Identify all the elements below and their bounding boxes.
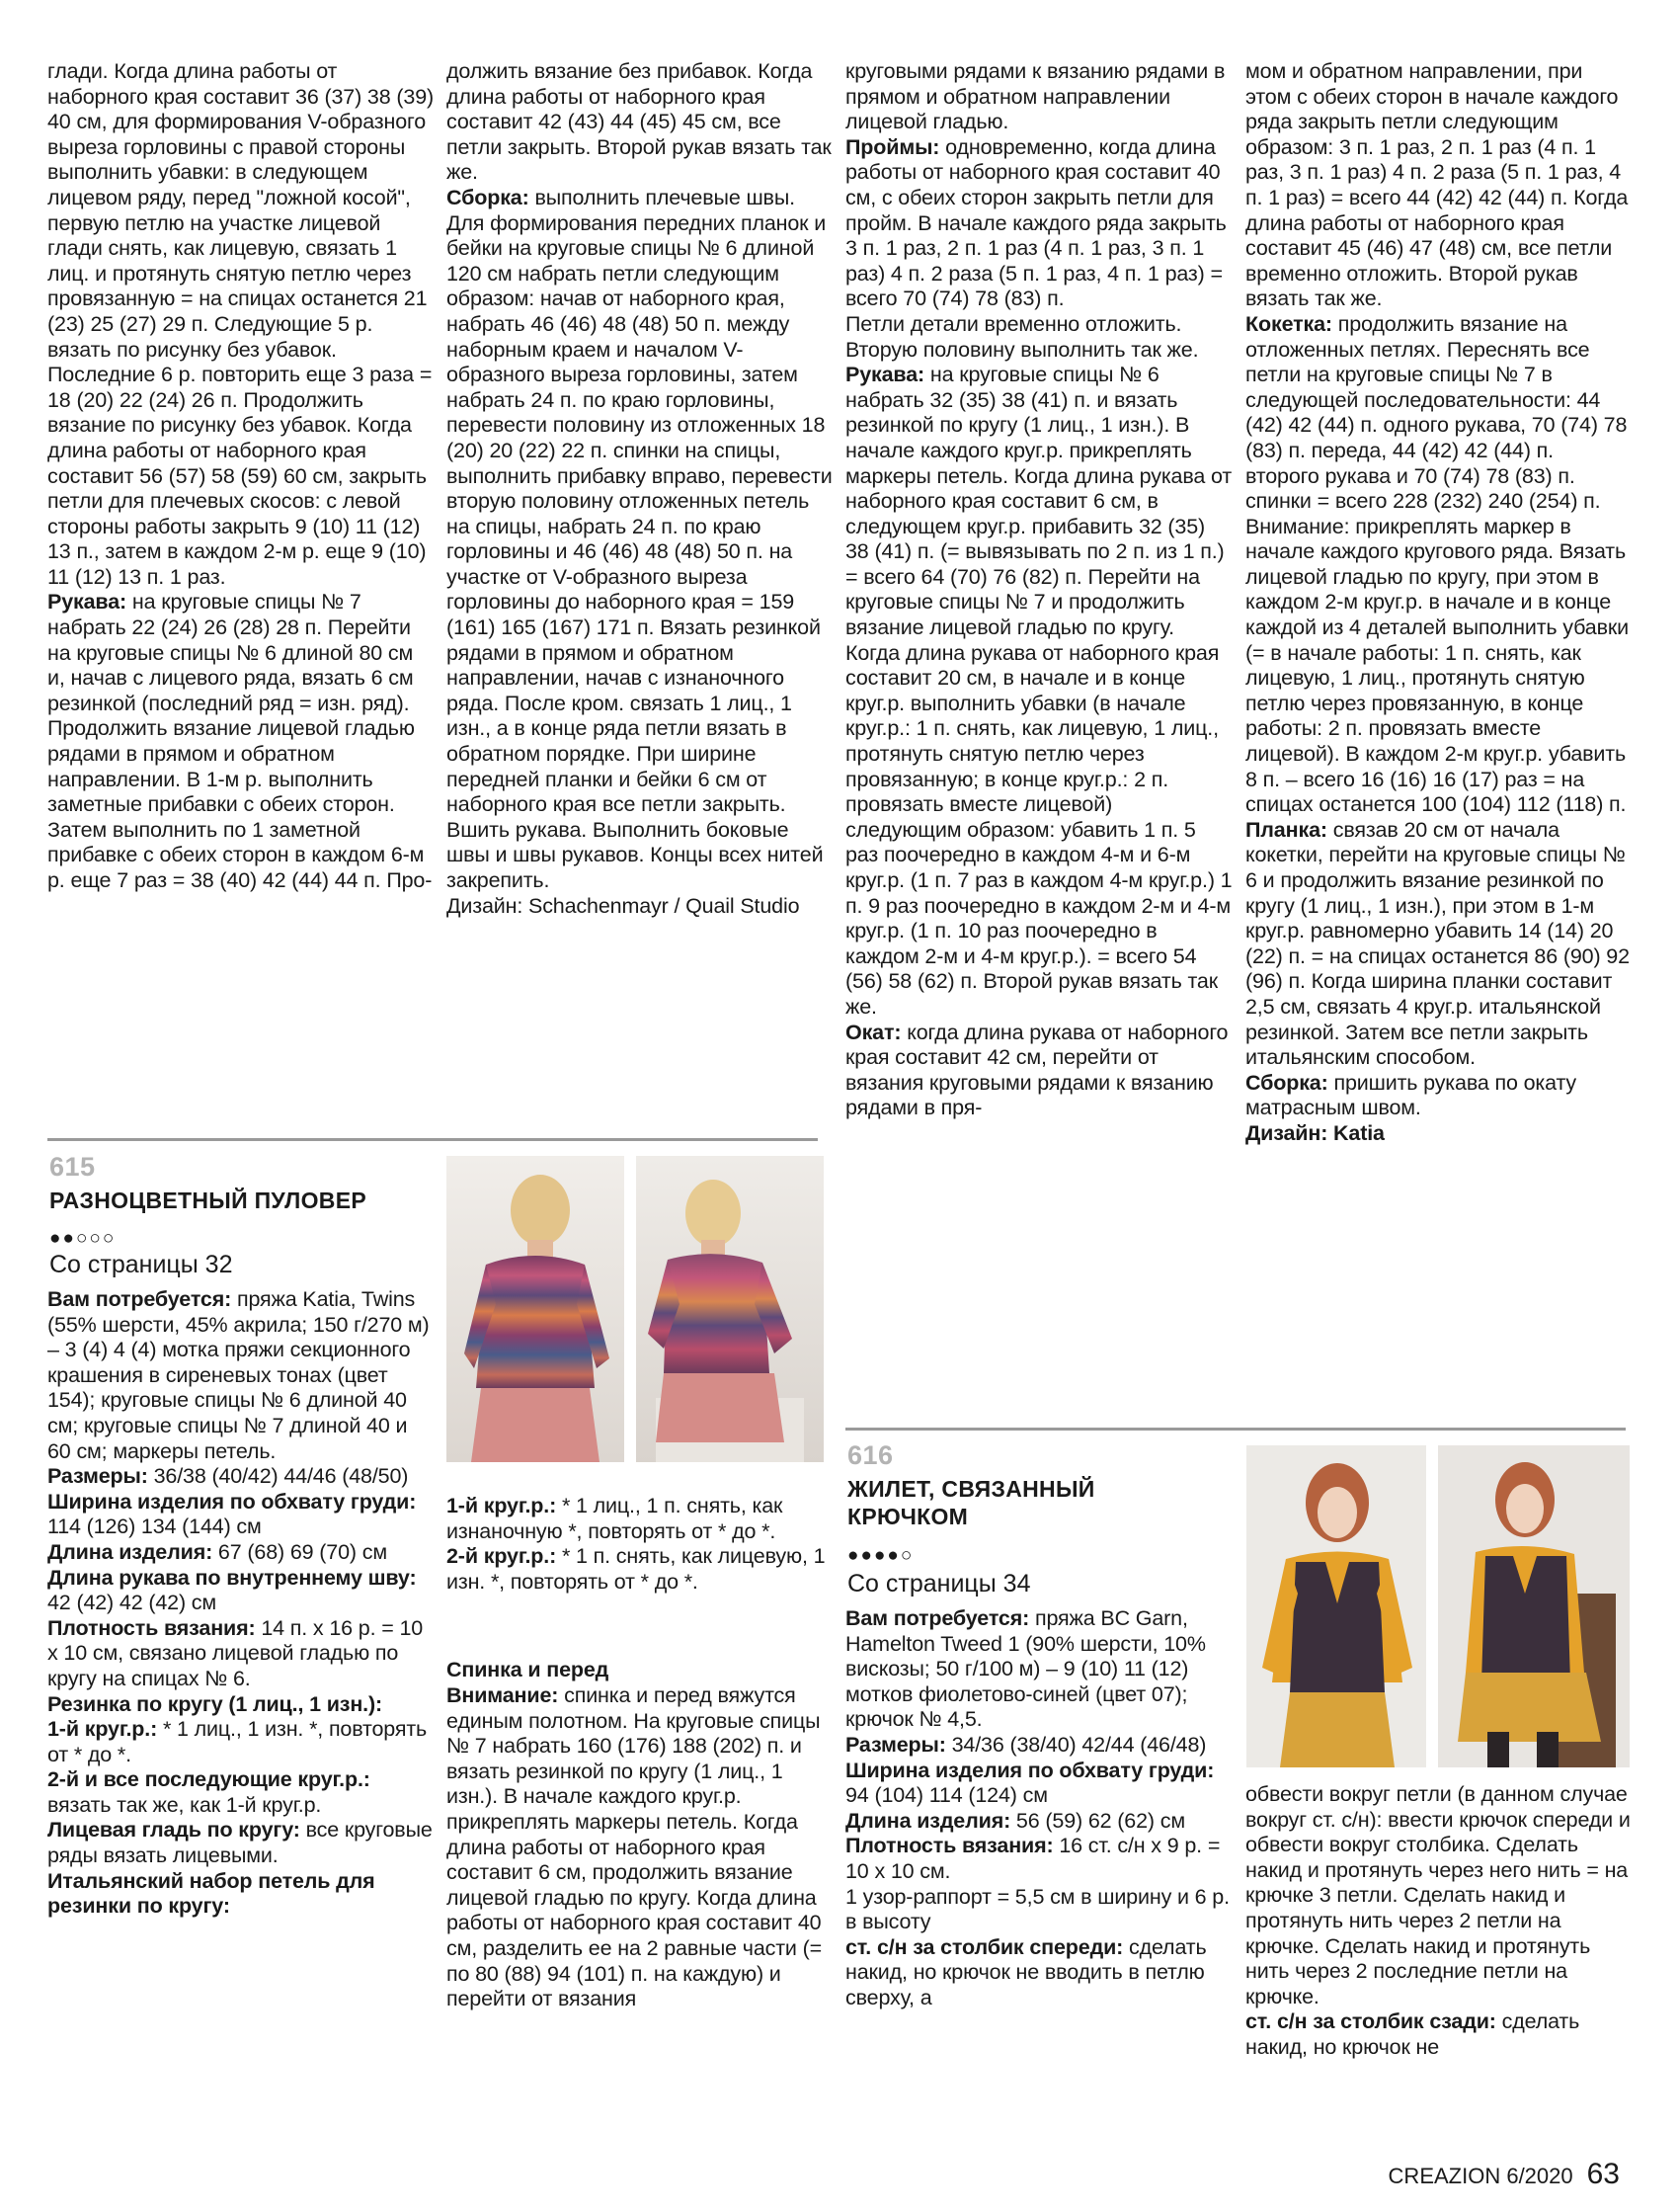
paragraph xyxy=(1245,59,1633,312)
paragraph-heading: Ширина изделия по обхвату груди: xyxy=(47,1489,417,1514)
paragraph-text: 16 ст. с/н х 9 р. = 10 х 10 см. xyxy=(845,1834,1221,1883)
paragraph-text: сделать накид, но крючок не xyxy=(1245,2009,1580,2059)
paragraph-text: связав 20 см от начала кокетки, перейти на круговые спицы № 6 и продолжить вязание резинкой по кругу (1 лиц., 1 изн.), при этом в 1-м круг.р. равномерно убавить 14 (14) 20 (22) п. = на спицах останется 86 (90) 92 (96) п. Когда ширина планки составит 2,5 см, связать 4 круг.р. итальянской резинкой. Затем все петли закрыть итальянским способом. xyxy=(1245,817,1630,1070)
photo-vest-seated xyxy=(1438,1445,1630,1767)
from-page-616: Со страницы 34 xyxy=(847,1570,1031,1598)
paragraph-heading: Длина изделия: xyxy=(845,1808,1011,1833)
from-page-615: Со страницы 32 xyxy=(49,1251,233,1278)
paragraph xyxy=(47,1464,435,1490)
paragraph xyxy=(845,1021,1233,1121)
page-footer xyxy=(1389,2158,1620,2191)
section-rule-615 xyxy=(47,1138,818,1141)
paragraph-text: пришить рукава по окату матрасным швом. xyxy=(1245,1070,1577,1120)
paragraph-heading: Лицевая гладь по кругу: xyxy=(47,1818,300,1843)
paragraph xyxy=(446,59,834,186)
paragraph-text: должить вязание без прибавок. Когда длина работы от наборного края составит 42 (43) 44 (45) 45 см, все петли закрыть. Второй рукав вязать так же. xyxy=(446,59,832,185)
paragraph-text: Петли детали временно отложить. Вторую половину выполнить так же. xyxy=(845,311,1199,362)
back-front-text xyxy=(446,1683,834,2012)
paragraph xyxy=(845,312,1233,363)
paragraph xyxy=(1245,818,1633,1071)
specs-615 xyxy=(47,1287,435,1920)
paragraph xyxy=(47,1566,435,1616)
paragraph xyxy=(47,1818,435,1868)
paragraph-text: мом и обратном направлении, при этом с обеих сторон в начале каждого ряда закрыть петли следующим образом: 3 п. 1 раз, 2 п. 1 раз (4 п. 1 раз, 3 п. 1 раз) 4 п. 2 раза (5 п. 1 раз, 4 п. 1 раз) = всего 44 (42) 42 (44) п. Когда длина работы от наборного края составит 45 (46) 47 (48) см, все петли временно отложить. Второй рукав вязать так же. xyxy=(1245,59,1629,311)
paragraph-text: 94 (104) 114 (124) см xyxy=(845,1783,1048,1808)
paragraph-text: когда длина рукава от наборного края составит 42 см, перейти от вязания круговыми рядами к вязанию рядами в пря- xyxy=(845,1020,1229,1120)
paragraph-heading: 1-й круг.р.: xyxy=(446,1494,557,1517)
specs-616-col4 xyxy=(1245,1782,1633,2061)
paragraph-text: 56 (59) 62 (62) см xyxy=(1010,1808,1185,1833)
paragraph-text: все круговые ряды вязать лицевыми. xyxy=(47,1818,433,1868)
specs-616 xyxy=(845,1606,1233,2011)
paragraph-text: обвести вокруг петли (в данном случае вокруг ст. с/н): ввести крючок спереди и обвести вокруг столбика. Сделать накид и протянуть через него нить = на крючке 3 петли. Сделать накид и протянуть нить через 2 петли на крючке. Сделать накид и протянуть нить через 2 последние петли на крючке. xyxy=(1245,1782,1631,2008)
pattern-title-616: ЖИЛЕТ, СВЯЗАННЫЙ КРЮЧКОМ xyxy=(847,1476,1095,1529)
paragraph-text: * 1 лиц., 1 п. снять, как изнаночную *, повторять от * до *. xyxy=(446,1494,783,1543)
paragraph-heading: Плотность вязания: xyxy=(845,1834,1054,1858)
paragraph-text: пряжа BC Garn, Hamelton Tweed 1 (90% шерсти, 10% вискозы; 50 г/100 м) – 9 (10) 11 (12) мотков фиолетово-синей (цвет 07); крючок № 4,5. xyxy=(845,1606,1206,1732)
paragraph-heading: Вам потребуется: xyxy=(47,1287,232,1311)
paragraph xyxy=(845,1606,1233,1733)
col1-top xyxy=(47,59,435,894)
paragraph xyxy=(845,1809,1233,1835)
paragraph xyxy=(446,1683,834,2012)
paragraph-text: сделать накид, но крючок не вводить в петлю сверху, а xyxy=(845,1934,1207,2009)
paragraph xyxy=(446,1544,834,1595)
paragraph-heading: Резинка по кругу (1 лиц., 1 изн.): xyxy=(47,1691,383,1716)
paragraph xyxy=(1245,1071,1633,1121)
paragraph xyxy=(1245,312,1633,818)
specs-615-col2 xyxy=(446,1494,834,1595)
paragraph xyxy=(47,1490,435,1540)
paragraph-text: 36/38 (40/42) 44/46 (48/50) xyxy=(147,1464,409,1489)
magazine-issue: CREAZION 6/2020 xyxy=(1388,2164,1573,2188)
photo-pullover-seated xyxy=(636,1156,824,1462)
paragraph-text: выполнить плечевые швы. Для формирования передних планок и бейки на круговые спицы № 6 длиной 120 см набрать петли следующим образом: начав от наборного края, набрать 46 (46) 48 (48) 50 п. между наборным краем и началом V-образного выреза горловины, затем набрать 24 п. по краю горловины, перевести половину из отложенных 18 (20) 20 (22) 22 п. спинки на спицы, выполнить прибавку вправо, перевести вторую половину отложенных петель на спицы, набрать 24 п. по краю горловины и 46 (46) 48 (48) 50 п. на участке от V-образного выреза горловины до наборного края = 159 (161) 165 (167) 171 п. Вязать резинкой рядами в прямом и обратном направлении, начав с изнаночного ряда. После кром. связать 1 лиц., 1 изн., а в конце ряда петли вязать в обратном порядке. При ширине передней планки и бейки 6 см от наборного края все петли закрыть. Вшить рукава. Выполнить боковые швы и швы рукавов. Концы всех нитей закрепить. xyxy=(446,185,833,892)
paragraph xyxy=(47,1692,435,1718)
col3-top xyxy=(845,59,1233,1121)
paragraph xyxy=(47,590,435,893)
paragraph xyxy=(1245,1121,1633,1147)
paragraph xyxy=(47,1767,435,1818)
paragraph xyxy=(47,1869,435,1920)
paragraph-text: круговыми рядами к вязанию рядами в прямом и обратном направлении лицевой гладью. xyxy=(845,59,1226,134)
paragraph-text: 14 п. х 16 р. = 10 х 10 см, связано лицевой гладью по кругу на спицах № 6. xyxy=(47,1615,424,1690)
paragraph-heading: Размеры: xyxy=(47,1464,148,1489)
difficulty-dots-615: ●●○○○ xyxy=(49,1228,117,1249)
back-front-heading: Спинка и перед xyxy=(446,1658,609,1681)
paragraph-text: 42 (42) 42 (42) см xyxy=(47,1591,217,1615)
paragraph xyxy=(1245,2009,1633,2060)
photo-pullover-back xyxy=(446,1156,624,1462)
paragraph-heading: 2-й и все последующие круг.р.: xyxy=(47,1767,370,1792)
paragraph-heading: Планка: xyxy=(1245,817,1327,842)
paragraph-text: 1 узор-раппорт = 5,5 см в ширину и 6 р. в высоту xyxy=(845,1884,1230,1934)
paragraph-heading: Дизайн: Katia xyxy=(1245,1120,1385,1145)
paragraph-text: 114 (126) 134 (144) см xyxy=(47,1515,262,1539)
page-number: 63 xyxy=(1586,2158,1620,2190)
paragraph-text: * 1 лиц., 1 изн. *, повторять от * до *. xyxy=(47,1717,428,1766)
paragraph xyxy=(845,1733,1233,1759)
col2-top xyxy=(446,59,834,919)
paragraph xyxy=(47,59,435,590)
paragraph xyxy=(47,1540,435,1566)
col4-top xyxy=(1245,59,1633,1147)
paragraph xyxy=(446,186,834,894)
paragraph xyxy=(845,363,1233,1020)
paragraph xyxy=(47,1287,435,1464)
section-rule-616 xyxy=(845,1428,1626,1431)
paragraph-heading: ст. с/н за столбик спереди: xyxy=(845,1934,1124,1959)
paragraph xyxy=(845,1935,1233,2011)
paragraph-heading: 2-й круг.р.: xyxy=(446,1544,557,1569)
paragraph-heading: Кокетка: xyxy=(1245,311,1332,336)
paragraph-heading: Длина изделия: xyxy=(47,1539,213,1564)
paragraph-text: глади. Когда длина работы от наборного края составит 36 (37) 38 (39) 40 см, для формирования V-образного выреза горловины с правой стороны выполнить убавки: в следующем лицевом ряду, перед "ложной косой", первую петлю на участке лицевой глади снять, как лицевую, связать 1 лиц. и протянуть снятую петлю через провязанную = на спицах останется 21 (23) 25 (27) 29 п. Следующие 5 р. вязать по рисунку без убавок. Последние 6 р. повторить еще 3 раза = 18 (20) 22 (24) 26 п. Продолжить вязание по рисунку без убавок. Когда длина работы от наборного края составит 56 (57) 58 (59) 60 см, закрыть петли для плечевых скосов: с левой стороны работы закрыть 9 (10) 11 (12) 13 п., затем в каждом 2-м р. еще 9 (10) 11 (12) 13 п. 1 раз. xyxy=(47,59,435,589)
paragraph xyxy=(446,894,834,920)
paragraph-text: одновременно, когда длина работы от наборного края составит 40 см, с обеих сторон закрыть петли для пройм. В начале каждого ряда закрыть 3 п. 1 раз, 2 п. 1 раз (4 п. 1 раз, 3 п. 1 раз) 4 п. 2 раза (5 п. 1 раз, 4 п. 1 раз) = всего 70 (74) 78 (83) п. xyxy=(845,134,1227,311)
paragraph xyxy=(47,1616,435,1692)
paragraph xyxy=(446,1494,834,1544)
paragraph-heading: Ширина изделия по обхвату груди: xyxy=(845,1758,1215,1782)
pattern-number-615: 615 xyxy=(49,1152,96,1182)
paragraph-heading: Внимание: xyxy=(446,1683,559,1707)
paragraph-heading: Плотность вязания: xyxy=(47,1615,256,1640)
photo-vest-front xyxy=(1246,1445,1426,1767)
paragraph-text: спинка и перед вяжутся единым полотном. На круговые спицы № 7 набрать 160 (176) 188 (202) п. и вязать резинкой по кругу (1 лиц., 1 изн.). В начале каждого круг.р. прикреплять маркеры петель. Когда длина работы от наборного края составит 6 см, продолжить вязание лицевой гладью по кругу. Когда длина работы от наборного края составит 40 см, разделить ее на 2 равные части (= по 80 (88) 94 (101) п. на каждую) и перейти от вязания xyxy=(446,1683,823,2011)
paragraph-heading: ст. с/н за столбик сзади: xyxy=(1245,2009,1496,2034)
pattern-title-615: РАЗНОЦВЕТНЫЙ ПУЛОВЕР xyxy=(49,1188,366,1213)
paragraph-heading: 1-й круг.р.: xyxy=(47,1717,158,1742)
paragraph-text: 34/36 (38/40) 42/44 (46/48) xyxy=(945,1732,1207,1757)
paragraph xyxy=(1245,1782,1633,2009)
paragraph-heading: Итальянский набор петель для резинки по кругу: xyxy=(47,1868,375,1919)
paragraph-heading: Проймы: xyxy=(845,134,940,159)
paragraph-heading: Сборка: xyxy=(446,185,529,209)
pattern-number-616: 616 xyxy=(847,1440,894,1470)
paragraph-heading: Рукава: xyxy=(47,590,127,614)
paragraph xyxy=(845,1834,1233,1884)
paragraph xyxy=(845,1885,1233,1935)
paragraph-heading: Сборка: xyxy=(1245,1070,1328,1095)
paragraph-text: на круговые спицы № 7 набрать 22 (24) 26 (28) 28 п. Перейти на круговые спицы № 6 длиной 80 см и, начав с лицевого ряда, вязать 6 см резинкой (последний ряд = изн. ряд). Продолжить вязание лицевой гладью рядами в прямом и обратном направлении. В 1-м р. выполнить заметные прибавки с обеих сторон. Затем выполнить по 1 заметной прибавке с обеих сторон в каждом 6-м р. еще 7 раз = 38 (40) 42 (44) 44 п. Про- xyxy=(47,590,433,892)
paragraph-heading: Размеры: xyxy=(845,1732,946,1757)
paragraph-text: Дизайн: Schachenmayr / Quail Studio xyxy=(446,893,800,918)
paragraph xyxy=(845,59,1233,135)
paragraph-text: продолжить вязание на отложенных петлях. Переснять все петли на круговые спицы № 7 в следующей последовательности: 44 (42) 42 (44) п. одного рукава, 70 (74) 78 (83) п. переда, 44 (42) 42 (44) п. второго рукава и 70 (74) 78 (83) п. спинки = всего 228 (232) 240 (254) п. Внимание: прикреплять маркер в начале каждого кругового ряда. Вязать лицевой гладью по кругу, при этом в каждом 2-м круг.р. в начале и в конце каждой из 4 деталей выполнить убавки (= в начале работы: 1 п. снять, как лицевую, 1 лиц., протянуть снятую петлю через провязанную, в конце работы: 2 п. провязать вместе лицевой). В каждом 2-м круг.р. убавить 8 п. – всего 16 (16) 16 (17) раз = на спицах останется 100 (104) 112 (118) п. xyxy=(1245,311,1629,817)
paragraph-heading: Окат: xyxy=(845,1020,902,1044)
difficulty-dots-616: ●●●●○ xyxy=(847,1545,915,1566)
paragraph-text: 67 (68) 69 (70) см xyxy=(212,1539,387,1564)
paragraph-heading: Вам потребуется: xyxy=(845,1606,1030,1630)
paragraph xyxy=(47,1717,435,1767)
paragraph-text: на круговые спицы № 6 набрать 32 (35) 38 (41) п. и вязать резинкой по кругу (1 лиц., 1 изн.). В начале каждого круг.р. прикреплять маркеры петель. Когда длина рукава от наборного края составит 6 см, в следующем круг.р. прибавить 32 (35) 38 (41) п. (= вывязывать по 2 п. из 1 п.) = всего 64 (70) 76 (82) п. Перейти на круговые спицы № 7 и продолжить вязание лицевой гладью по кругу. Когда длина рукава от наборного края составит 20 см, в начале и в конце круг.р. выполнить убавки (в начале круг.р.: 1 п. снять, как лицевую, 1 лиц., протянуть снятую петлю через провязанную; в конце круг.р.: 2 п. провязать вместе лицевой) следующим образом: убавить 1 п. 5 раз поочередно в каждом 4-м и 6-м круг.р. (1 п. 7 раз в каждом 4-м круг.р.) 1 п. 9 раз поочередно в каждом 2-м и 4-м круг.р. (1 п. 10 раз поочередно в каждом 2-м и 4-м круг.р.). = всего 54 (56) 58 (62) п. Второй рукав вязать так же. xyxy=(845,363,1233,1019)
paragraph-text: * 1 п. снять, как лицевую, 1 изн. *, повторять от * до *. xyxy=(446,1544,826,1594)
paragraph-heading: Рукава: xyxy=(845,363,925,387)
paragraph-text: пряжа Katia, Twins (55% шерсти, 45% акрила; 150 г/270 м) – 3 (4) 4 (4) мотка пряжи секционного крашения в сиреневых тонах (цвет 154); круговые спицы № 6 длиной 40 см; круговые спицы № 7 длиной 40 и 60 см; маркеры петель. xyxy=(47,1287,430,1463)
paragraph xyxy=(845,1759,1233,1809)
paragraph xyxy=(845,135,1233,312)
paragraph-text: вязать так же, как 1-й круг.р. xyxy=(47,1792,322,1817)
paragraph-heading: Длина рукава по внутреннему шву: xyxy=(47,1565,417,1590)
